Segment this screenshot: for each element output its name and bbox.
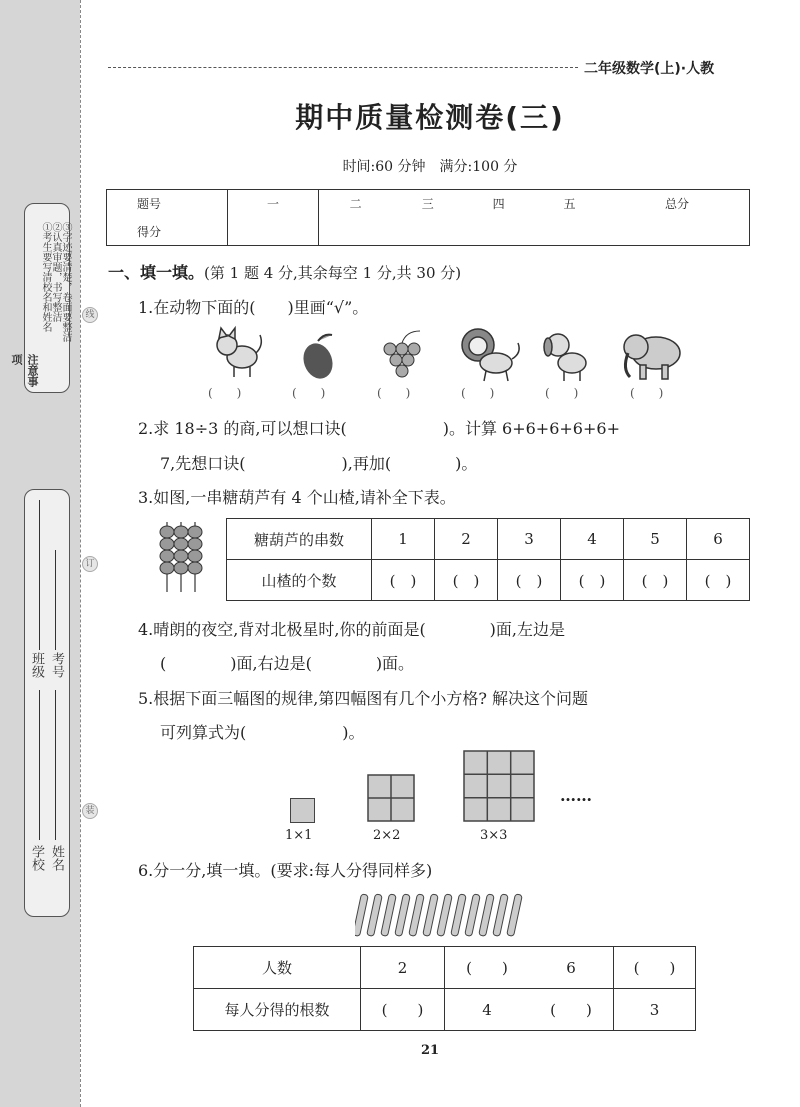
- answer-blank[interactable]: ( ): [498, 560, 561, 601]
- score-header-cell: 三: [421, 197, 434, 212]
- page-number: 21: [420, 1043, 440, 1058]
- binding-hole: 线: [82, 307, 98, 323]
- answer-blank[interactable]: ( ): [372, 560, 435, 601]
- tanghulu-picture: [155, 522, 205, 594]
- caption: 1×1: [285, 828, 313, 843]
- table-row-label: 人数: [194, 947, 361, 989]
- ellipsis: ……: [560, 786, 592, 805]
- table-cell: 2: [435, 519, 498, 560]
- elephant-picture: [624, 335, 680, 379]
- table-cell: 5: [624, 519, 687, 560]
- school-label: 学校: [29, 845, 44, 871]
- animals-row: [200, 325, 690, 385]
- binding-hole: 订: [82, 556, 98, 572]
- table-cell: 4: [561, 519, 624, 560]
- table-row-label: 糖葫芦的串数: [227, 519, 372, 560]
- caption: 2×2: [373, 828, 401, 843]
- lion-picture: [462, 329, 519, 381]
- question-3: 3.如图,一串糖葫芦有 4 个山楂,请补全下表。: [138, 488, 456, 507]
- page-title: 期中质量检测卷(三): [295, 101, 565, 134]
- answer-blank[interactable]: ( ): [208, 386, 242, 400]
- score-header-cell: 总分: [664, 197, 689, 212]
- answer-blank[interactable]: ( ): [687, 560, 750, 601]
- series-label: 二年级数学(上)·人教: [584, 61, 715, 77]
- table-cell: 1: [372, 519, 435, 560]
- score-field[interactable]: [319, 218, 393, 246]
- time-info: 时间:60 分钟 满分:100 分: [342, 159, 518, 175]
- question-1: 1.在动物下面的( )里画“√”。: [138, 298, 369, 317]
- answer-blank[interactable]: ( ): [361, 989, 445, 1031]
- answer-blank[interactable]: ( ): [529, 989, 614, 1031]
- note-item: ②认真审题，书写整洁: [50, 222, 61, 322]
- score-header-cell: 题号: [107, 190, 228, 218]
- table-cell: 6: [687, 519, 750, 560]
- table-cell: 3: [614, 989, 696, 1031]
- question-6: 6.分一分,填一填。(要求:每人分得同样多): [138, 861, 433, 880]
- answer-blank[interactable]: ( ): [461, 386, 495, 400]
- note-item: ③字迹要清楚，卷面要整洁: [60, 222, 71, 342]
- sticks-picture: [355, 890, 530, 940]
- answer-blank[interactable]: ( ): [377, 386, 411, 400]
- binding-hole: 装: [82, 803, 98, 819]
- question-5-line1: 5.根据下面三幅图的规律,第四幅图有几个小方格? 解决这个问题: [138, 689, 589, 708]
- answer-blank[interactable]: ( ): [545, 386, 579, 400]
- answer-blank[interactable]: ( ): [614, 947, 696, 989]
- answer-blank[interactable]: ( ): [561, 560, 624, 601]
- caption: 3×3: [480, 828, 508, 843]
- question-4-line1: 4.晴朗的夜空,背对北极星时,你的前面是( )面,左边是: [138, 620, 566, 639]
- table-cell: 6: [529, 947, 614, 989]
- name-label: 姓名: [49, 845, 64, 871]
- table-cell: 4: [445, 989, 530, 1031]
- question-2-line1: 2.求 18÷3 的商,可以想口诀( )。计算 6+6+6+6+6+: [138, 419, 620, 438]
- note-item: ①考生要写清校名和姓名: [40, 222, 51, 332]
- hawthorn-table: [226, 518, 750, 601]
- dog-picture: [544, 334, 586, 381]
- score-table: [106, 189, 750, 246]
- student-info-box: [24, 489, 70, 917]
- table-row-label: 每人分得的根数: [194, 989, 361, 1031]
- grapes-picture: [384, 331, 420, 377]
- section-heading: 一、填一填。(第 1 题 4 分,其余每空 1 分,共 30 分): [108, 263, 462, 282]
- notes-title: 注意事项: [10, 354, 39, 387]
- score-header-cell: 四: [492, 197, 505, 212]
- score-field[interactable]: [534, 218, 605, 246]
- score-header-cell: 二: [349, 197, 362, 212]
- table-cell: 3: [498, 519, 561, 560]
- answer-blank[interactable]: ( ): [445, 947, 530, 989]
- exam-number-label: 考号: [49, 652, 64, 678]
- question-2-line2: 7,先想口诀( ),再加( )。: [160, 454, 478, 473]
- cat-picture: [217, 328, 261, 377]
- score-header-cell: 五: [563, 197, 576, 212]
- answer-blank[interactable]: ( ): [630, 386, 664, 400]
- answer-blank[interactable]: ( ): [435, 560, 498, 601]
- score-row-label: 得分: [107, 218, 228, 246]
- score-header-cell: 一: [228, 190, 319, 218]
- table-row-label: 山楂的个数: [227, 560, 372, 601]
- score-field[interactable]: [605, 218, 750, 246]
- notes-box: [10, 203, 71, 393]
- square-2x2: [367, 774, 417, 824]
- square-1x1: [290, 798, 315, 823]
- sharing-table: [193, 946, 696, 1031]
- question-5-line2: 可列算式为( )。: [160, 723, 365, 742]
- square-3x3: [463, 750, 537, 824]
- question-4-line2: ( )面,右边是( )面。: [160, 654, 415, 673]
- header-dashed-line: [108, 67, 578, 68]
- class-label: 班级: [29, 652, 44, 678]
- score-field[interactable]: [463, 218, 534, 246]
- score-field[interactable]: [392, 218, 463, 246]
- eggplant-picture: [299, 335, 338, 383]
- answer-blank[interactable]: ( ): [292, 386, 326, 400]
- table-cell: 2: [361, 947, 445, 989]
- answer-blank[interactable]: ( ): [624, 560, 687, 601]
